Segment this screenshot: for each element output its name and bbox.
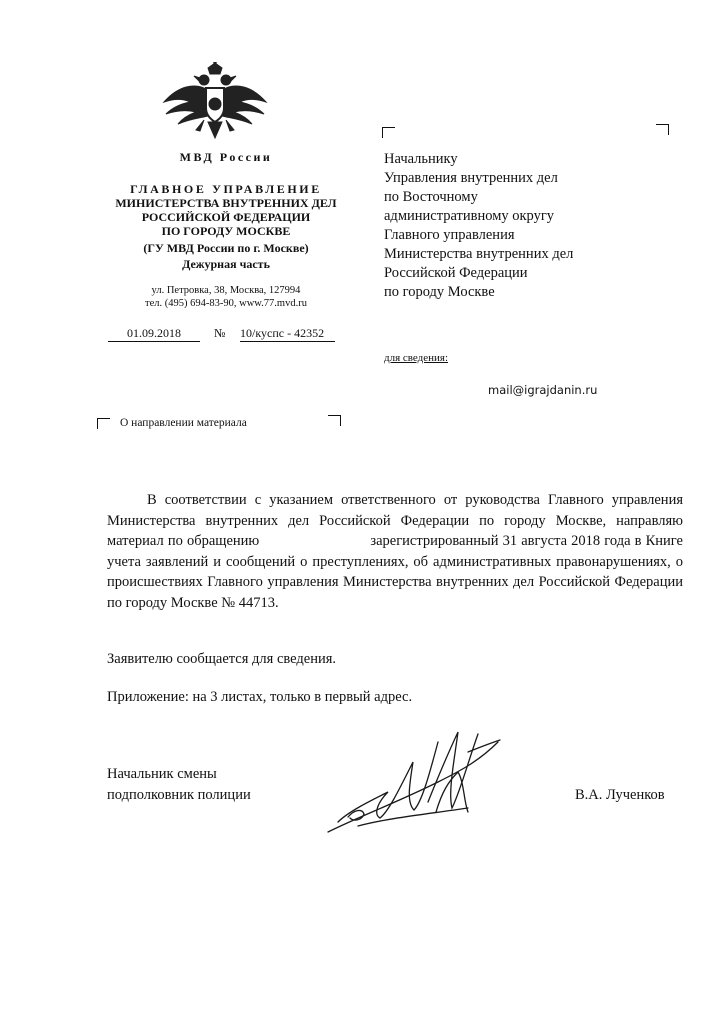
signatory-position: Начальник смены <box>107 766 217 782</box>
signatory-rank: подполковник полиции <box>107 787 251 803</box>
org-name-line-2: МИНИСТЕРСТВА ВНУТРЕННИХ ДЕЛ <box>115 196 337 210</box>
document-date: 01.09.2018 <box>108 326 200 342</box>
org-name-line-1: ГЛАВНОЕ УПРАВЛЕНИЕ <box>130 182 322 196</box>
recipient-email: mail@igrajdanin.ru <box>488 383 598 397</box>
addressee-corner-top-right <box>656 124 669 135</box>
recipient-line-6: Министерства внутренних дел <box>384 246 574 262</box>
recipient-line-2: Управления внутренних дел <box>384 170 558 186</box>
handwritten-signature <box>318 722 518 842</box>
org-name-line-4: ПО ГОРОДУ МОСКВЕ <box>161 224 291 238</box>
org-address: ул. Петровка, 38, Москва, 127994 <box>151 285 301 296</box>
document-subject: О направлении материала <box>120 417 247 429</box>
for-info-label: для сведения: <box>384 352 449 364</box>
subject-corner-top-left <box>97 418 110 429</box>
org-name-line-5: (ГУ МВД России по г. Москве) <box>143 241 309 255</box>
recipient-line-7: Российской Федерации <box>384 265 528 281</box>
org-contacts: тел. (495) 694-83-90, www.77.mvd.ru <box>145 298 307 309</box>
recipient-line-1: Начальнику <box>384 151 458 167</box>
recipient-line-4: административному округу <box>384 208 555 224</box>
addressee-corner-top-left <box>382 127 395 138</box>
recipient-line-5: Главного управления <box>384 227 515 243</box>
body-paragraph: В соответствии с указанием ответственного от руководства Главного управления Министерства внутренних дел Российской Федерации по городу Москве, направляю материал по обращению зарегистрированный 31 августа 2018 года в Книге учета заявлений и сообщений о преступлениях, об административных правонарушениях, о происшествиях Главного управления Министерства внутренних дел Российской Федерации по городу Москве № 44713. <box>107 492 687 611</box>
recipient-line-8: по городу Москве <box>384 284 495 300</box>
recipient-line-3: по Восточному <box>384 189 478 205</box>
number-sign: № <box>214 326 226 340</box>
double-headed-eagle-emblem <box>160 62 270 142</box>
org-name-line-3: РОССИЙСКОЙ ФЕДЕРАЦИИ <box>141 210 311 224</box>
body-notice: Заявителю сообщается для сведения. <box>107 651 337 667</box>
org-department: Дежурная часть <box>182 257 270 271</box>
document-number: 10/куспс - 42352 <box>240 326 335 342</box>
signatory-name: В.А. Лученков <box>575 787 665 803</box>
subject-corner-top-right <box>328 415 341 426</box>
org-short-name: МВД России <box>179 150 273 164</box>
body-appendix: Приложение: на 3 листах, только в первый адрес. <box>107 689 413 705</box>
